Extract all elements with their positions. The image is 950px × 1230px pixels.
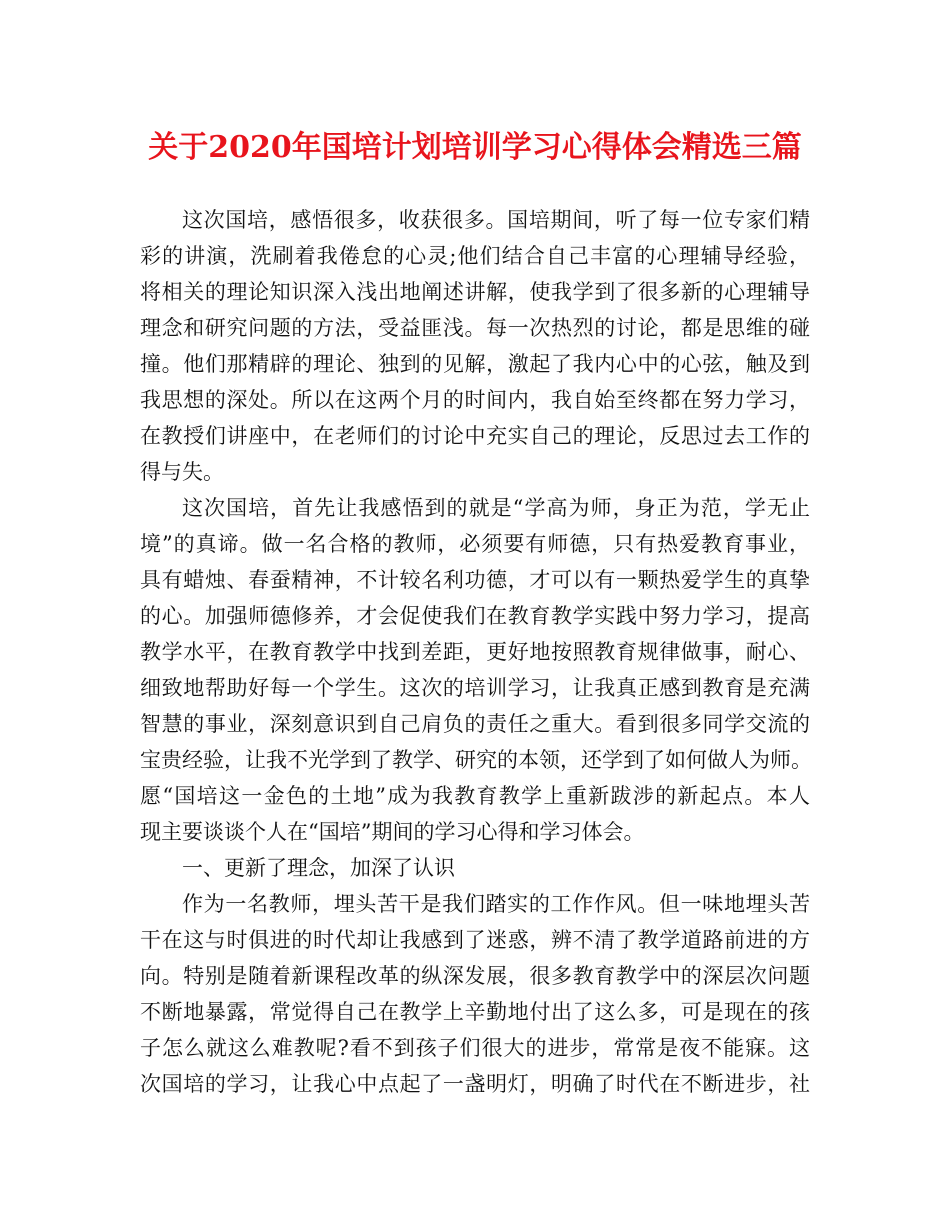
text-line: 具有蜡烛、春蚕精神，不计较名利功德，才可以有一颗热爱学生的真挚	[140, 568, 810, 592]
text-line: 撞。他们那精辟的理论、独到的见解，激起了我内心中的心弦，触及到	[140, 352, 810, 376]
text-line: 向。特别是随着新课程改革的纵深发展，很多教育教学中的深层次问题	[140, 964, 810, 988]
text-line: 作为一名教师，埋头苦干是我们踏实的工作作风。但一味地埋头苦	[182, 892, 810, 916]
text-line: 一、更新了理念，加深了认识	[182, 856, 455, 880]
text-line: 理念和研究问题的方法，受益匪浅。每一次热烈的讨论，都是思维的碰	[140, 316, 810, 340]
text-line: 智慧的事业，深刻意识到自己肩负的责任之重大。看到很多同学交流的	[140, 712, 810, 736]
text-line: 境”的真谛。做一名合格的教师，必须要有师德，只有热爱教育事业，	[140, 532, 810, 556]
text-line: 得与失。	[140, 460, 224, 484]
text-line: 的心。加强师德修养，才会促使我们在教育教学实践中努力学习，提高	[140, 604, 810, 628]
document-body	[140, 202, 810, 1102]
text-line: 细致地帮助好每一个学生。这次的培训学习，让我真正感到教育是充满	[140, 676, 810, 700]
text-line: 将相关的理论知识深入浅出地阐述讲解，使我学到了很多新的心理辅导	[140, 280, 810, 304]
text-line: 愿“国培这一金色的土地”成为我教育教学上重新跋涉的新起点。本人	[140, 784, 810, 808]
text-line: 这次国培，首先让我感悟到的就是“学高为师，身正为范，学无止	[182, 496, 810, 520]
text-line: 不断地暴露，常觉得自己在教学上辛勤地付出了这么多，可是现在的孩	[140, 1000, 810, 1024]
text-line: 在教授们讲座中，在老师们的讨论中充实自己的理论，反思过去工作的	[140, 424, 810, 448]
text-line: 我思想的深处。所以在这两个月的时间内，我自始至终都在努力学习，	[140, 388, 810, 412]
text-line: 次国培的学习，让我心中点起了一盏明灯，明确了时代在不断进步，社	[140, 1072, 810, 1096]
text-line: 子怎么就这么难教呢?看不到孩子们很大的进步，常常是夜不能寐。这	[140, 1036, 810, 1060]
text-line: 这次国培，感悟很多，收获很多。国培期间，听了每一位专家们精	[182, 208, 810, 232]
text-line: 现主要谈谈个人在“国培”期间的学习心得和学习体会。	[140, 820, 645, 844]
document-title: 关于2020年国培计划培训学习心得体会精选三篇	[148, 130, 802, 165]
text-line: 教学水平，在教育教学中找到差距，更好地按照教育规律做事，耐心、	[140, 640, 810, 664]
text-line: 彩的讲演，洗刷着我倦怠的心灵;他们结合自己丰富的心理辅导经验，	[140, 244, 810, 268]
text-line: 干在这与时俱进的时代却让我感到了迷惑，辨不清了教学道路前进的方	[140, 928, 810, 952]
text-line: 宝贵经验，让我不光学到了教学、研究的本领，还学到了如何做人为师。	[140, 748, 812, 772]
